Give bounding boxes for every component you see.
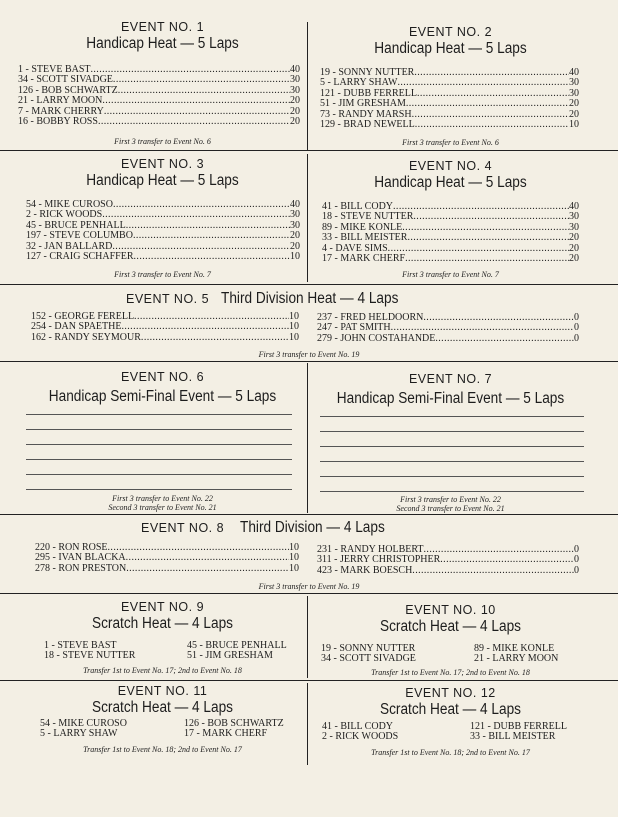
entry-row: 45 - BRUCE PENHALL: [187, 640, 287, 651]
event-10: [308, 603, 593, 636]
transfer-note: First 3 transfer to Event No. 7: [402, 270, 499, 279]
event-12: [308, 686, 593, 719]
entry-row: 54 - MIKE CUROSO ..... 40: [26, 200, 300, 210]
event-heading: Handicap Heat — 5 Laps: [86, 35, 239, 52]
event-2: [308, 25, 593, 58]
entry-row: 1 - STEVE BAST ..... 40: [18, 65, 300, 75]
entry-row: 423 - MARK BOESCH ..... 0: [317, 566, 579, 576]
entry-list: [26, 200, 300, 262]
entry-column: [40, 719, 127, 740]
transfer-note: Second 3 transfer to Event No. 21: [396, 504, 505, 513]
entry-row: 4 - DAVE SIMS ..... 20: [322, 244, 579, 254]
event-heading: Handicap Semi-Final Event — 5 Laps: [48, 388, 277, 405]
entry-column: [44, 641, 135, 662]
entry-row: 5 - LARRY SHAW ..... 30: [320, 78, 579, 88]
divider: [0, 514, 618, 515]
entry-row: 162 - RANDY SEYMOUR ..... 10: [31, 333, 299, 343]
entry-list-left: [35, 543, 299, 574]
entry-row: 89 - MIKE KONLE ..... 30: [322, 223, 579, 233]
transfer-note: Transfer 1st to Event No. 17; 2nd to Event No. 18: [371, 668, 530, 677]
entry-list-right: [317, 313, 579, 344]
event-6: [20, 370, 305, 406]
event-4: [308, 159, 593, 192]
event-number: EVENT NO. 5: [126, 292, 210, 306]
event-1: [20, 20, 305, 53]
entry-row: 21 - LARRY MOON: [474, 653, 559, 665]
divider: [0, 361, 618, 362]
entry-row: 34 - SCOTT SIVADGE ..... 30: [18, 75, 300, 85]
event-number: EVENT NO. 4: [408, 159, 493, 173]
entry-list: [320, 68, 579, 130]
event-number: EVENT NO. 3: [120, 157, 205, 171]
entry-row: 17 - MARK CHERF: [184, 728, 268, 740]
transfer-note: First 3 transfer to Event No. 19: [258, 582, 360, 591]
entry-row: 45 - BRUCE PENHALL ..... 30: [26, 221, 300, 231]
event-9: [20, 600, 305, 633]
transfer-note: First 3 transfer to Event No. 22: [400, 495, 501, 504]
event-5-header: [126, 290, 423, 308]
event-8-header: [141, 519, 405, 537]
event-7: [308, 372, 593, 408]
entry-row: 220 - RON ROSE ..... 10: [35, 543, 299, 553]
entry-row: 2 - RICK WOODS ..... 30: [26, 210, 300, 220]
event-number: EVENT NO. 7: [408, 372, 493, 386]
event-3: [20, 157, 305, 190]
result-line: [320, 446, 584, 447]
transfer-note: Transfer 1st to Event No. 18; 2nd to Event No. 17: [371, 748, 530, 757]
transfer-note: First 3 transfer to Event No. 6: [114, 137, 211, 146]
entry-row: 127 - CRAIG SCHAFFER ..... 10: [26, 252, 300, 262]
event-heading: Scratch Heat — 4 Laps: [91, 699, 234, 716]
result-line: [26, 444, 292, 445]
transfer-note: First 3 transfer to Event No. 7: [114, 270, 211, 279]
entry-row: 51 - JIM GRESHAM: [187, 650, 273, 662]
entry-row: 51 - JIM GRESHAM ..... 20: [320, 99, 579, 109]
entry-list-left: [31, 312, 299, 343]
entry-list: [18, 65, 300, 127]
result-line: [320, 476, 584, 477]
result-line: [320, 431, 584, 432]
entry-row: 121 - DUBB FERRELL: [470, 721, 567, 732]
entry-row: 18 - STEVE NUTTER: [44, 650, 136, 662]
entry-row: 21 - LARRY MOON ..... 20: [18, 96, 300, 106]
entry-row: 18 - STEVE NUTTER ..... 30: [322, 212, 579, 222]
result-line: [26, 429, 292, 430]
entry-row: 254 - DAN SPAETHE ..... 10: [31, 322, 299, 332]
entry-row: 311 - JERRY CHRISTOPHER ..... 0: [317, 555, 579, 565]
entry-column: [184, 719, 284, 740]
transfer-note: First 3 transfer to Event No. 6: [402, 138, 499, 147]
entry-row: 73 - RANDY MARSH ..... 20: [320, 110, 579, 120]
entry-column: [470, 722, 567, 743]
result-line: [26, 414, 292, 415]
entry-row: 17 - MARK CHERF ..... 20: [322, 254, 579, 264]
event-heading: Handicap Heat — 5 Laps: [374, 40, 527, 57]
event-number: EVENT NO. 2: [408, 25, 493, 39]
entry-row: 237 - FRED HELDOORN ..... 0: [317, 313, 579, 323]
entry-row: 19 - SONNY NUTTER: [321, 643, 416, 654]
entry-row: 247 - PAT SMITH ..... 0: [317, 323, 579, 333]
event-heading: Handicap Heat — 5 Laps: [374, 174, 527, 191]
event-number: EVENT NO. 1: [120, 20, 205, 34]
divider: [0, 593, 618, 594]
transfer-note: First 3 transfer to Event No. 22: [112, 494, 213, 503]
entry-row: 278 - RON PRESTON ..... 10: [35, 564, 299, 574]
result-line: [320, 491, 584, 492]
transfer-note: Transfer 1st to Event No. 18; 2nd to Event No. 17: [83, 745, 242, 754]
entry-column: [321, 644, 416, 665]
entry-row: 279 - JOHN COSTAHANDE ..... 0: [317, 334, 579, 344]
entry-row: 7 - MARK CHERRY ..... 20: [18, 107, 300, 117]
event-heading: Handicap Heat — 5 Laps: [86, 172, 239, 189]
entry-row: 231 - RANDY HOLBERT ..... 0: [317, 545, 579, 555]
entry-row: 295 - IVAN BLACKA ..... 10: [35, 553, 299, 563]
entry-row: 89 - MIKE KONLE: [474, 643, 555, 654]
entry-column: [322, 722, 398, 743]
divider: [0, 284, 618, 285]
event-number: EVENT NO. 6: [120, 370, 205, 384]
entry-row: 126 - BOB SCHWARTZ ..... 30: [18, 86, 300, 96]
divider: [0, 150, 618, 151]
entry-row: 41 - BILL CODY: [322, 721, 394, 732]
entry-row: 129 - BRAD NEWELL ..... 10: [320, 120, 579, 130]
entry-row: 19 - SONNY NUTTER ..... 40: [320, 68, 579, 78]
entry-row: 197 - STEVE COLUMBO ..... 20: [26, 231, 300, 241]
entry-row: 121 - DUBB FERRELL ..... 30: [320, 89, 579, 99]
result-line: [320, 416, 584, 417]
event-heading: Third Division — 4 Laps: [240, 519, 385, 536]
divider: [0, 680, 618, 681]
event-heading: Handicap Semi-Final Event — 5 Laps: [336, 390, 565, 407]
transfer-note: First 3 transfer to Event No. 19: [258, 350, 360, 359]
event-heading: Scratch Heat — 4 Laps: [91, 615, 234, 632]
event-heading: Third Division Heat — 4 Laps: [221, 290, 399, 307]
transfer-note: Second 3 transfer to Event No. 21: [108, 503, 217, 512]
entry-column: [187, 641, 287, 662]
event-number: EVENT NO. 9: [120, 600, 205, 614]
entry-list: [322, 202, 579, 264]
entry-row: 34 - SCOTT SIVADGE: [321, 653, 416, 665]
entry-list-right: [317, 545, 579, 576]
event-11: [20, 684, 305, 717]
event-heading: Scratch Heat — 4 Laps: [379, 701, 522, 718]
entry-row: 16 - BOBBY ROSS ..... 20: [18, 117, 300, 127]
entry-row: 54 - MIKE CUROSO: [40, 718, 127, 729]
entry-row: 32 - JAN BALLARD ..... 20: [26, 242, 300, 252]
result-line: [26, 474, 292, 475]
event-number: EVENT NO. 8: [141, 521, 225, 535]
entry-column: [474, 644, 558, 665]
event-number: EVENT NO. 11: [117, 684, 208, 698]
event-number: EVENT NO. 12: [405, 686, 496, 700]
entry-row: 1 - STEVE BAST: [44, 640, 117, 651]
entry-row: 33 - BILL MEISTER ..... 20: [322, 233, 579, 243]
event-heading: Scratch Heat — 4 Laps: [379, 618, 522, 635]
entry-row: 126 - BOB SCHWARTZ: [184, 718, 284, 729]
entry-row: 152 - GEORGE FERELL ..... 10: [31, 312, 299, 322]
event-number: EVENT NO. 10: [405, 603, 496, 617]
result-line: [26, 459, 292, 460]
entry-row: 5 - LARRY SHAW: [40, 728, 118, 740]
entry-row: 33 - BILL MEISTER: [470, 731, 556, 743]
result-line: [26, 489, 292, 490]
result-line: [320, 461, 584, 462]
transfer-note: Transfer 1st to Event No. 17; 2nd to Event No. 18: [83, 666, 242, 675]
entry-row: 2 - RICK WOODS: [322, 731, 399, 743]
entry-row: 41 - BILL CODY ..... 40: [322, 202, 579, 212]
